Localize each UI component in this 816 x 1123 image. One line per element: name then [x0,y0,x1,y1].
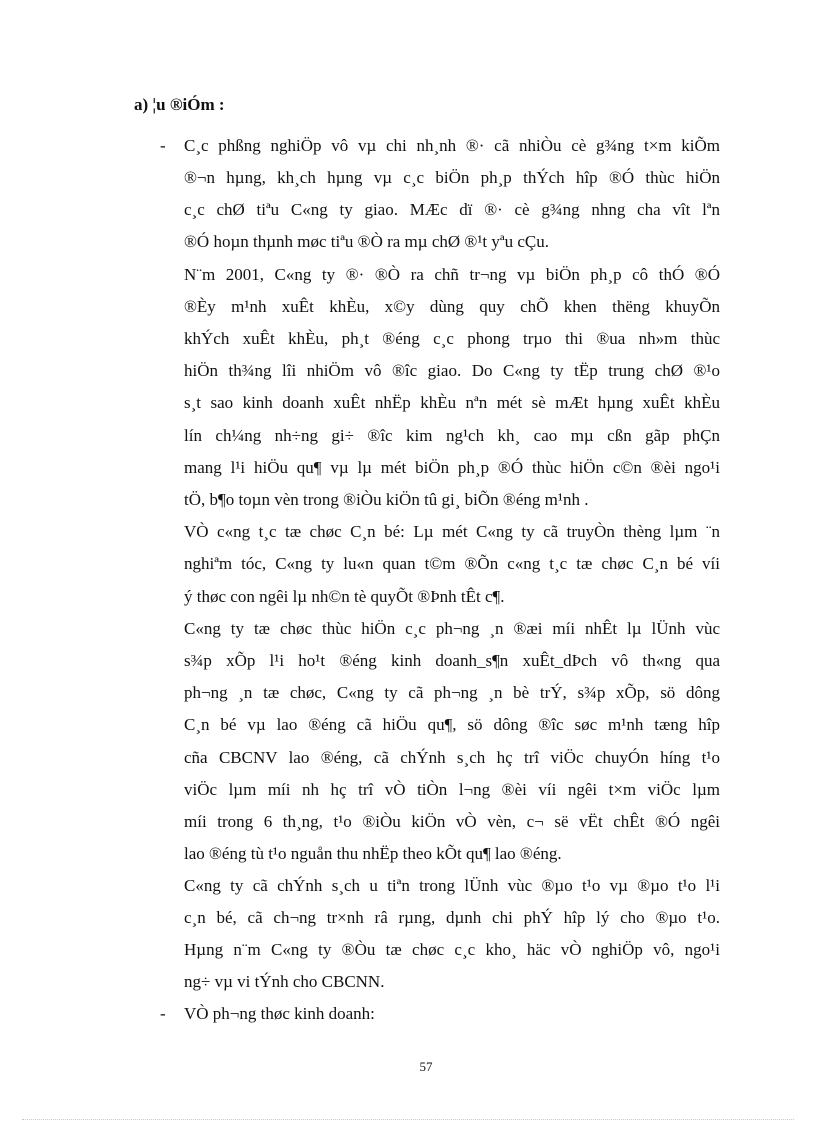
page-bottom-divider [22,1119,794,1120]
text-line: tÖ, b¶o toµn vèn trong ®iÒu kiÖn tû gi¸ biÕn ®éng m¹nh . [184,490,589,509]
text-line: nghiªm tóc, C«ng ty lu«n quan t©m ®Õn c«ng t¸c tæ chøc C¸n bé víi [184,554,720,573]
text-line: C¸n bé vµ lao ®éng cã hiÖu qu¶, sö dông ®îc søc m¹nh tæng hîp [184,715,720,734]
text-line: hiÖn th¾ng lîi nhiÖm vô ®îc giao. Do C«ng ty tËp trung chØ ®¹o [184,361,720,380]
text-line: míi trong 6 th¸ng, t¹o ®iÒu kiÖn vÒ vèn, c¬ së vËt chÊt ®Ó ngêi [184,812,720,831]
text-line: s¾p xÕp l¹i ho¹t ®éng kinh doanh_s¶n xuÊt_dÞch vô th«ng qua [184,651,720,670]
text-line: N¨m 2001, C«ng ty ®· ®Ò ra chñ tr¬ng vµ biÖn ph¸p cô thÓ ®Ó [184,265,720,284]
text-line: C«ng ty cã chÝnh s¸ch u tiªn trong lÜnh vùc ®µo t¹o vµ ®µo t¹o l¹i [184,876,720,895]
text-line: ng÷ vµ vi tÝnh cho CBCNN. [184,972,385,991]
text-line: lín ch¼ng nh÷ng gi÷ ®îc kim ng¹ch kh¸ cao mµ cßn gãp phÇn [184,426,720,445]
text-line: ý thøc con ngêi lµ nh©n tè quyÕt ®Þnh tÊt c¶. [184,587,505,606]
text-line: ph¬ng ¸n tæ chøc, C«ng ty cã ph¬ng ¸n bè trÝ, s¾p xÕp, sö dông [184,683,720,702]
text-line: ®¬n hµng, kh¸ch hµng vµ c¸c biÖn ph¸p thÝch hîp ®Ó thùc hiÖn [184,168,720,187]
section-heading: a) ¦u ®iÓm : [134,95,225,114]
text-line: VÒ ph¬ng thøc kinh doanh: [184,1004,375,1023]
text-line: VÒ c«ng t¸c tæ chøc C¸n bé: Lµ mét C«ng ty cã truyÒn thèng lµm ¨n [184,522,720,541]
text-line: Hµng n¨m C«ng ty ®Òu tæ chøc c¸c kho¸ häc vÒ nghiÖp vô, ngo¹i [184,940,720,959]
text-line: C¸c phßng nghiÖp vô vµ chi nh¸nh ®· cã nhiÒu cè g¾ng t×m kiÕm [184,136,720,155]
text-line: lao ®éng tù t¹o nguån thu nhËp theo kÕt qu¶ lao ®éng. [184,844,562,863]
text-line: C«ng ty tæ chøc thùc hiÖn c¸c ph¬ng ¸n ®æi míi nhÊt lµ lÜnh vùc [184,619,720,638]
text-line: khÝch xuÊt khÈu, ph¸t ®éng c¸c phong trµo thi ®ua nh»m thùc [184,329,720,348]
bullet-dash: - [160,136,166,155]
bullet-dash: - [160,1004,166,1023]
text-line: ®Ó hoµn thµnh møc tiªu ®Ò ra mµ chØ ®¹t yªu cÇu. [184,232,549,251]
text-line: c¸c chØ tiªu C«ng ty giao. MÆc dï ®· cè g¾ng nhng cha vît lªn [184,200,720,219]
text-line: ®Èy m¹nh xuÊt khÈu, x©y dùng quy chÕ khen thëng khuyÕn [184,297,720,316]
text-line: s¸t sao kinh doanh xuÊt nhËp khÈu nªn mét sè mÆt hµng xuÊt khÈu [184,393,720,412]
text-line: c¸n bé, cã ch¬ng tr×nh râ rµng, dµnh chi phÝ hîp lý cho ®µo t¹o. [184,908,720,927]
text-line: viÖc lµm míi nh hç trî vÒ tiÒn l¬ng ®èi víi ngêi t×m viÖc lµm [184,780,720,799]
text-line: mang l¹i hiÖu qu¶ vµ lµ mét biÖn ph¸p ®Ó thùc hiÖn c©n ®èi ngo¹i [184,458,720,477]
text-line: cña CBCNV lao ®éng, cã chÝnh s¸ch hç trî viÖc chuyÓn híng t¹o [184,748,720,767]
page-number: 57 [419,1059,433,1074]
